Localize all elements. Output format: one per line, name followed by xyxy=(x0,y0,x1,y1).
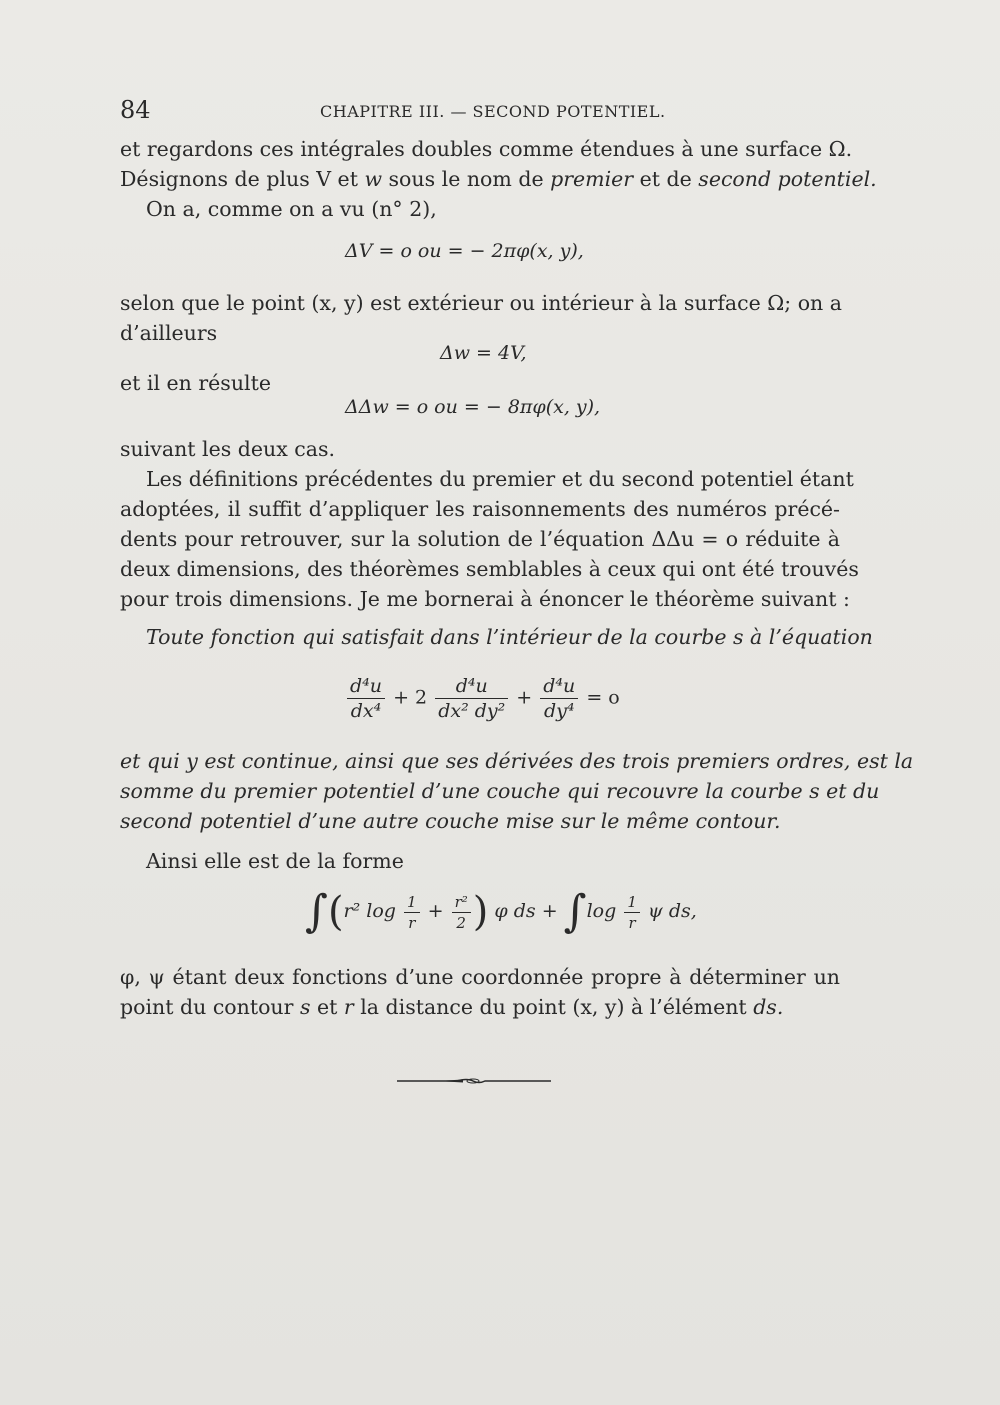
fraction-r-squared-over-two: $\frac{\text{r²}}{2}$ xyxy=(452,893,471,932)
text-line-5: d’ailleurs xyxy=(120,321,218,345)
equation-3: ΔΔw = o ou = − 8πφ(x, y), xyxy=(345,396,601,418)
text-line-16: second potentiel d’une autre couche mise sur le même contour. xyxy=(120,809,781,833)
page-header xyxy=(120,96,840,128)
text-line-10: dents pour retrouver, sur la solution de l’équation ΔΔu = o réduite à xyxy=(120,527,840,551)
text-line-19: point du contour s et r la distance du point (x, y) à l’élément ds. xyxy=(120,995,784,1019)
text-line-15: somme du premier potentiel d’une couche qui recouvre la courbe s et du xyxy=(120,779,880,803)
text-line-8: Les définitions précédentes du premier et du second potentiel étant xyxy=(146,467,854,491)
equation-4: $\frac{\text{d⁴u}}{\text{dx⁴}}$ + 2 $\frac{\text{d⁴u}}{\text{dx² dy²}}$ + $\frac{\text{d⁴u}}{\text{dy⁴}}$ = o xyxy=(345,675,620,722)
running-title: CHAPITRE III. — SECOND POTENTIEL. xyxy=(320,102,666,121)
text-line-17: Ainsi elle est de la forme xyxy=(146,849,404,873)
fraction-term-1: $\frac{\text{d⁴u}}{\text{dx⁴}}$ xyxy=(347,675,385,722)
text-line-1: et regardons ces intégrales doubles comme étendues à une surface Ω. xyxy=(120,137,853,161)
equation-5: ∫(r² log $\frac{1}{r}$ + $\frac{\text{r²}}{2}$ ) φ ds + ∫log $\frac{1}{r}$ ψ ds, xyxy=(305,886,697,937)
text-line-2: Désignons de plus V et w sous le nom de premier et de second potentiel. xyxy=(120,167,877,191)
fraction-term-3: $\frac{\text{d⁴u}}{\text{dy⁴}}$ xyxy=(540,675,578,722)
fraction-one-over-r: $\frac{1}{r}$ xyxy=(404,893,420,932)
text-line-3: On a, comme on a vu (n° 2), xyxy=(146,197,437,221)
text-line-14: et qui y est continue, ainsi que ses dérivées des trois premiers ordres, est la xyxy=(120,749,914,773)
text-line-6: et il en résulte xyxy=(120,371,271,395)
text-line-4: selon que le point (x, y) est extérieur ou intérieur à la surface Ω; on a xyxy=(120,291,842,315)
text-line-7: suivant les deux cas. xyxy=(120,437,336,461)
page-number: 84 xyxy=(120,96,151,124)
text-line-13: Toute fonction qui satisfait dans l’intérieur de la courbe s à l’équation xyxy=(146,625,873,649)
text-line-9: adoptées, il suffit d’appliquer les raisonnements des numéros précé- xyxy=(120,497,840,521)
text-line-18: φ, ψ étant deux fonctions d’une coordonnée propre à déterminer un xyxy=(120,965,840,989)
equation-1: ΔV = o ou = − 2πφ(x, y), xyxy=(345,240,584,262)
equation-2: Δw = 4V, xyxy=(440,342,527,364)
text-line-12: pour trois dimensions. Je me bornerai à énoncer le théorème suivant : xyxy=(120,587,850,611)
fraction-term-2: $\frac{\text{d⁴u}}{\text{dx² dy²}}$ xyxy=(435,675,508,722)
fraction-one-over-r-2: $\frac{1}{r}$ xyxy=(624,893,640,932)
text-line-11: deux dimensions, des théorèmes semblables à ceux qui ont été trouvés xyxy=(120,557,859,581)
ornamental-separator xyxy=(397,1078,551,1084)
